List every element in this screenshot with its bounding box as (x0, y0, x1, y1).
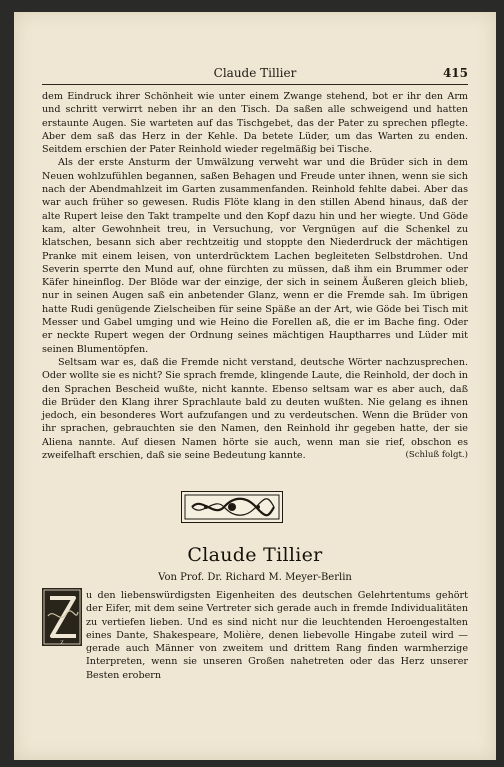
story-continuation (42, 90, 468, 462)
paragraph: Als der erste Ansturm der Umwälzung verweht war und die Brüder sich in dem Neuen wohlzufühlen begannen, saßen Behagen und Freude unter ihnen, wenn sie sich nach der Abendmahlzeit im Garten zusammenfanden. Reinhold fehlte dabei. Aber das war auch früher so gewesen. Rudis Flöte klang in den stillen Abend hinaus, daß der alte Rupert leise den Takt trampelte und den Kopf dazu hin und her wiegte. Und Göde kam, alter Gewohnheit treu, in Versuchung, vor Vergnügen auf die Schenkel zu klatschen, besann sich aber rechtzeitig und stoppte den Niederdruck der mächtigen Pranke mit einem leisen, von unterdrücktem Lachen begleiteten Selbstdrohen. Und Severin sperrte den Mund auf, ohne fürchten zu müssen, daß ihm ein Brummer oder Käfer hineinflog. Der Blöde war der einzige, der sich in seinem Äußeren gleich blieb, nur in seinen Augen saß ein anbetender Glanz, wenn er die Fremde sah. Im übrigen hatte Rudi genügende Zielscheiben für seine Späße an der Art, wie Göde bei Tisch mit Messer und Gabel umging und wie Heino die Forellen aß, die er im Bache fing. Oder er neckte Rupert wegen der Ordnung seines mächtigen Hauptharres und Lüder mit seinen Blumentöpfen. (42, 157, 468, 355)
article-title: Claude Tillier (187, 544, 323, 566)
paragraph-with-note (42, 356, 468, 462)
article-opening: u den liebenswürdigsten Eigenheiten des deutschen Gelehrtentums gehört der Eifer, mit dem seine Vertreter sich gerade auch in fremde Individualitäten zu vertiefen lieben. Und es sind nicht nur die leuchtenden Heroengestalten eines Dante, Shakespeare, Molière, denen liebevolle Hingabe zuteil wird — gerade auch Männer von zweitem und drittem Rang finden warmherzige Interpreten, wenn sie unseren Großen nahetreten oder das Herz unserer Besten erobern (86, 590, 468, 681)
article-text (42, 589, 468, 682)
paragraph-text: Seltsam war es, daß die Fremde nicht verstand, deutsche Wörter nachzusprechen. Oder wollte sie es nicht? Sie sprach fremde, klingende Laute, die Reinhold, der doch in den Sprachen Bescheid wußte, nicht kannte. Ebenso seltsam war es aber auch, daß die Brüder den Klang ihrer Sprachlaute bald zu deuten wußten. Nie gelang es ihnen jedoch, ein besonderes Wort aufzufangen und zu verdeutschen. Wenn die Brüder von ihr sprachen, gebrauchten sie den Namen, den Reinhold ihr gegeben hatte, der sie Aliena nannte. Auf diesen Namen hörte sie auch, wenn man sie rief, obschon es zweifelhaft erschien, daß sie seine Bedeutung kannte. (42, 356, 468, 462)
ornament-vignette-icon (181, 491, 283, 523)
article-byline: Von Prof. Dr. Richard M. Meyer-Berlin (158, 572, 352, 583)
running-title: Claude Tillier (213, 66, 297, 80)
paragraph: dem Eindruck ihrer Schönheit wie unter einem Zwange stehend, bot er ihr den Arm und schritt verwirrt neben ihr an den Tisch. Da saßen alle schweigend und hatten erstaunte Augen. Sie warteten auf das Tischgebet, das der Pater zu sprechen pflegte. Aber dem saß das Herz in der Kehle. Da betete Lüder, um das Warten zu enden. Seitdem erschien der Pater Reinhold wieder regelmäßig bei Tische. (42, 91, 468, 156)
initial-letter: Z (60, 640, 64, 646)
book-page (14, 12, 496, 760)
continuation-note: (Schluß folgt.) (405, 450, 468, 461)
page-number: 415 (442, 66, 468, 80)
running-header (42, 62, 468, 85)
